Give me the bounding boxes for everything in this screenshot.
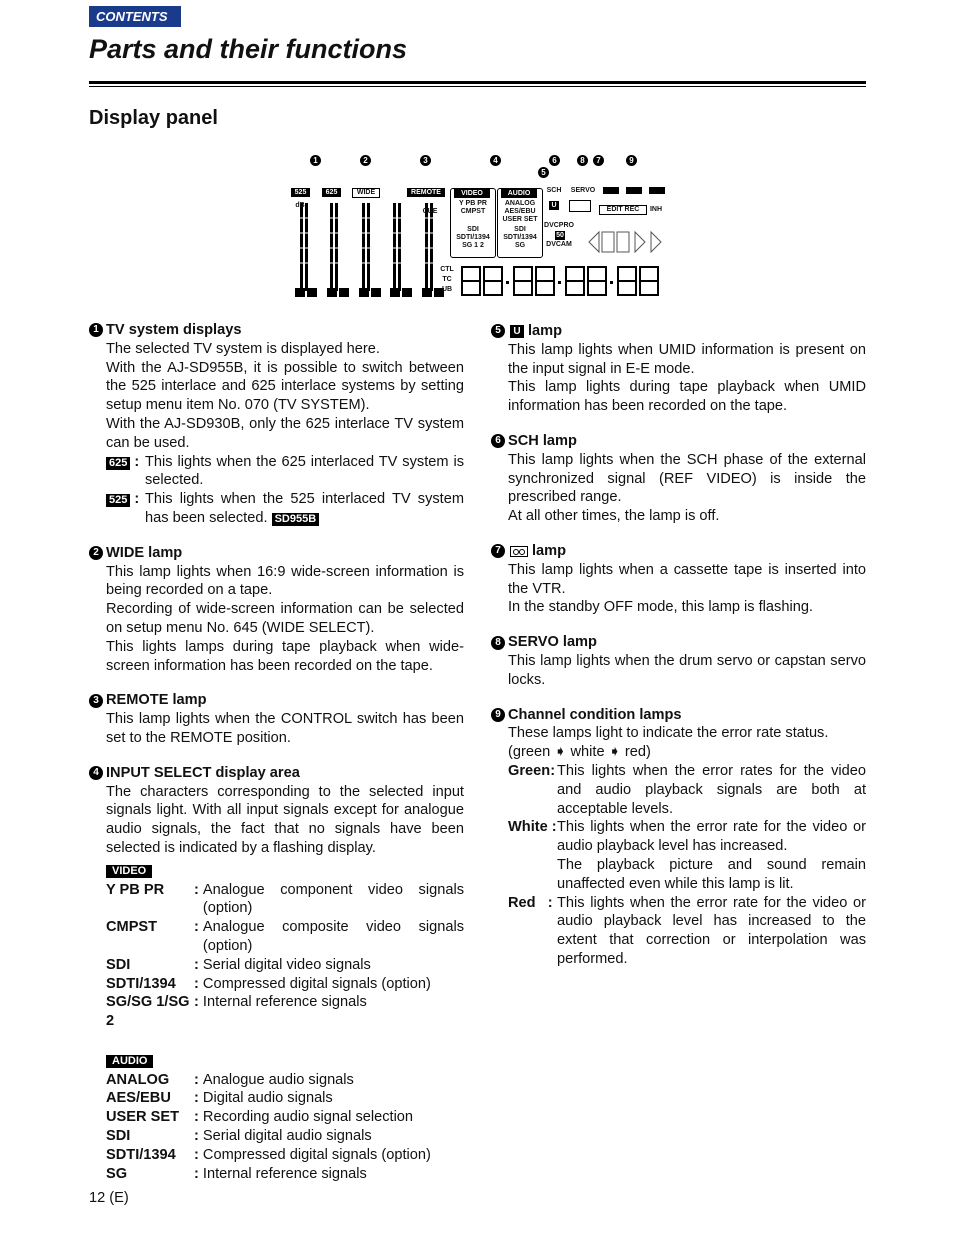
u-lamp: U bbox=[549, 201, 559, 210]
number-badge: 2 bbox=[89, 546, 103, 560]
term: CMPST bbox=[106, 919, 158, 936]
video-tag: VIDEO bbox=[106, 865, 152, 878]
video-item: CMPST bbox=[460, 208, 486, 215]
list-item: CMPST : Analogue composite video signals (option) bbox=[106, 919, 464, 954]
page-title: Parts and their functions bbox=[89, 34, 408, 64]
timecode-segment-display bbox=[460, 265, 665, 297]
dvcam-label: DVCAM bbox=[546, 241, 572, 248]
cue-label: CUE bbox=[422, 208, 438, 215]
ctl-label: CTL bbox=[440, 266, 454, 273]
term: AES/EBU bbox=[106, 1090, 171, 1107]
term: SDI bbox=[106, 956, 131, 973]
audio-tag: AUDIO bbox=[106, 1055, 153, 1068]
list-item: SG/SG 1/SG 2 : Internal reference signals bbox=[106, 993, 464, 1031]
definition-text: Serial digital audio signals bbox=[202, 1128, 372, 1145]
definition-text: Compressed digital signals (option) bbox=[202, 1146, 431, 1163]
colon: : bbox=[134, 453, 140, 470]
right-column bbox=[491, 322, 866, 969]
callout-4: 4 bbox=[490, 155, 501, 166]
db-label: dB bbox=[295, 202, 305, 209]
paragraph: At all other times, the lamp is off. bbox=[508, 508, 720, 525]
list-item: USER SET : Recording audio signal selection bbox=[106, 1108, 464, 1127]
paragraph: (green ➧ white ➧ red) bbox=[508, 744, 651, 761]
paragraph: This lights lamps during tape playback when wide-screen information has been recorded on the tape. bbox=[106, 638, 464, 674]
term: SDTI/1394 bbox=[106, 975, 176, 992]
definition-text: Analogue audio signals bbox=[202, 1071, 354, 1088]
callout-2: 2 bbox=[360, 155, 371, 166]
video-item: SDTI/1394 bbox=[456, 234, 490, 241]
term: USER SET bbox=[106, 1109, 179, 1126]
definition-text: Serial digital video signals bbox=[202, 956, 371, 973]
definition-text: Recording audio signal selection bbox=[202, 1109, 414, 1126]
audio-tag: AUDIO bbox=[501, 189, 537, 198]
item-3-heading bbox=[89, 691, 464, 710]
red-definition: Red : This lights when the error rate for the video or audio playback level has increased to the extent that correction or interpolation was performed. bbox=[508, 894, 866, 967]
term: Green bbox=[508, 762, 551, 779]
callout-6: 6 bbox=[549, 155, 560, 166]
tag-525: 525 bbox=[106, 494, 130, 507]
ub-label: UB bbox=[441, 286, 453, 293]
term: SG/SG 1/SG 2 bbox=[106, 994, 190, 1030]
paragraph: With the AJ-SD955B, it is possible to switch between the 525 interlace and 625 interlace systems by setting setup menu item No. 070 (TV SYSTEM). bbox=[106, 359, 464, 414]
video-item: Y PB PR bbox=[459, 200, 487, 207]
tag-625: 625 bbox=[106, 457, 130, 470]
list-item: Y PB PR : Analogue component video signals (option) bbox=[106, 881, 464, 917]
cassette-icon bbox=[510, 546, 528, 557]
u-lamp-icon: U bbox=[510, 325, 524, 338]
callout-7: 7 bbox=[593, 155, 604, 166]
number-badge: 8 bbox=[491, 636, 505, 650]
number-badge: 1 bbox=[89, 323, 103, 337]
term: SG bbox=[106, 1165, 128, 1182]
audio-item: SG bbox=[514, 242, 526, 249]
callout-1: 1 bbox=[310, 155, 321, 166]
white-definition: White : This lights when the error rate for the video or audio playback level has increased. The playback picture and sound remain unaffected even while this lamp is lit. bbox=[508, 819, 866, 892]
item-7-heading bbox=[491, 542, 866, 561]
edit-rec-label: EDIT REC bbox=[599, 205, 647, 215]
number-badge: 4 bbox=[89, 766, 103, 780]
definition-text-525: This lights when the 525 interlaced TV system has been selected. bbox=[145, 491, 464, 526]
callout-5: 5 bbox=[538, 167, 549, 178]
term: SDTI/1394 bbox=[106, 1146, 176, 1163]
green-definition: Green: This lights when the error rates for the video and audio playback signals are both at acceptable levels. bbox=[508, 762, 866, 817]
item-9-heading bbox=[491, 706, 866, 725]
definition-text: Analogue component video signals (option) bbox=[202, 881, 464, 917]
tc-label: TC bbox=[442, 276, 452, 283]
audio-item: ANALOG bbox=[504, 200, 536, 207]
paragraph: In the standby OFF mode, this lamp is flashing. bbox=[508, 599, 813, 616]
paragraph: This lamp lights when 16:9 wide-screen information is being recorded on a tape. bbox=[106, 563, 464, 599]
item-title: INPUT SELECT display area bbox=[106, 764, 300, 781]
definition-525 bbox=[106, 490, 464, 528]
list-item: SG : Internal reference signals bbox=[106, 1165, 464, 1184]
contents-link[interactable]: CONTENTS bbox=[89, 6, 181, 27]
list-item: SDTI/1394 : Compressed digital signals (option) bbox=[106, 1146, 464, 1165]
lamp-525: 525 bbox=[291, 188, 310, 197]
audio-item: SDI bbox=[514, 226, 526, 233]
channel-lamp bbox=[626, 187, 642, 194]
item-5-heading bbox=[491, 322, 866, 341]
number-badge: 6 bbox=[491, 434, 505, 448]
term: SDI bbox=[106, 1128, 131, 1145]
item-8-heading bbox=[491, 633, 866, 652]
callout-3: 3 bbox=[420, 155, 431, 166]
definition-text: Internal reference signals bbox=[202, 994, 367, 1011]
transport-arrows bbox=[585, 228, 665, 256]
lamp-625: 625 bbox=[322, 188, 341, 197]
lamp-wide: WIDE bbox=[352, 188, 380, 198]
item-4-heading bbox=[89, 764, 464, 783]
item-title: TV system displays bbox=[106, 322, 242, 338]
item-title: SCH lamp bbox=[508, 432, 577, 449]
term: Red bbox=[508, 894, 536, 911]
paragraph: Recording of wide-screen information can be selected on setup menu No. 645 (WIDE SELECT). bbox=[106, 601, 464, 636]
definition-text: This lights when the error rates for the video and audio playback signals are both at acceptable levels. bbox=[557, 762, 866, 817]
definition-text: This lights when the 625 interlaced TV system is selected. bbox=[145, 453, 464, 489]
term: White bbox=[508, 819, 548, 836]
number-badge: 3 bbox=[89, 694, 103, 708]
list-item: ANALOG : Analogue audio signals bbox=[106, 1071, 464, 1090]
definition-text: Digital audio signals bbox=[202, 1090, 333, 1107]
page-number: 12 (E) bbox=[89, 1190, 129, 1206]
item-title: REMOTE lamp bbox=[106, 692, 207, 709]
sch-label: SCH bbox=[546, 187, 562, 194]
audio-item: USER SET bbox=[502, 216, 538, 223]
video-item: SG 1 2 bbox=[462, 242, 484, 249]
definition-text: This lights when the error rate for the video or audio playback level has increased to the extent that correction or interpolation was performed. bbox=[557, 894, 866, 967]
dvcpro-label: DVCPRO bbox=[544, 222, 574, 229]
inh-label: INH bbox=[649, 206, 663, 213]
section-title: Display panel bbox=[89, 107, 218, 129]
video-signal-list bbox=[89, 881, 464, 1031]
video-select-box bbox=[450, 188, 496, 258]
audio-item: SDTI/1394 bbox=[503, 234, 537, 241]
list-item: SDI : Serial digital audio signals bbox=[106, 1127, 464, 1146]
paragraph: The selected TV system is displayed here. bbox=[106, 340, 380, 357]
title-rule bbox=[89, 81, 866, 84]
paragraph: The characters corresponding to the selected input signals light. With all input signals except for analogue audio signals, the fact that no signals have been selected is indicated by a flashing display. bbox=[106, 783, 464, 856]
channel-lamp bbox=[603, 187, 619, 194]
colon: : bbox=[134, 491, 140, 508]
list-item: SDTI/1394 : Compressed digital signals (option) bbox=[106, 975, 464, 994]
number-badge: 7 bbox=[491, 544, 505, 558]
item-6-heading bbox=[491, 432, 866, 451]
paragraph: This lamp lights during tape playback when UMID information has been recorded on the tape. bbox=[508, 379, 866, 415]
audio-item: AES/EBU bbox=[504, 208, 536, 215]
definition-625 bbox=[106, 453, 464, 491]
callout-9: 9 bbox=[626, 155, 637, 166]
list-item: AES/EBU : Digital audio signals bbox=[106, 1089, 464, 1108]
paragraph: This lamp lights when the CONTROL switch has been set to the REMOTE position. bbox=[106, 711, 464, 746]
item-title: lamp bbox=[532, 542, 567, 559]
video-tag: VIDEO bbox=[454, 189, 490, 198]
model-tag: SD955B bbox=[272, 513, 320, 526]
item-title: lamp bbox=[528, 323, 563, 339]
item-title: Channel condition lamps bbox=[508, 706, 682, 723]
audio-select-box bbox=[497, 188, 543, 258]
definition-text: The playback picture and sound remain unaffected even while this lamp is lit. bbox=[557, 856, 866, 892]
left-column bbox=[89, 321, 464, 1183]
item-title: WIDE lamp bbox=[106, 544, 183, 561]
lamp-remote: REMOTE bbox=[407, 188, 445, 197]
servo-label: SERVO bbox=[570, 187, 596, 194]
fifty-label: 50 bbox=[556, 232, 564, 239]
term: Y PB PR bbox=[106, 881, 165, 898]
title-rule-thin bbox=[89, 86, 866, 87]
definition-text: Compressed digital signals (option) bbox=[202, 975, 431, 992]
channel-lamp bbox=[649, 187, 665, 194]
paragraph: This lamp lights when a cassette tape is inserted into the VTR. bbox=[508, 561, 866, 597]
definition-text bbox=[145, 490, 464, 528]
paragraph: This lamp lights when UMID information is present on the input signal in E-E mode. bbox=[508, 341, 866, 377]
number-badge: 9 bbox=[491, 708, 505, 722]
definition-text: This lights when the error rate for the video or audio playback level has increased. bbox=[557, 819, 866, 855]
item-1-heading bbox=[89, 321, 464, 340]
video-item: SDI bbox=[467, 226, 479, 233]
tape-icon bbox=[569, 200, 591, 212]
audio-signal-list bbox=[89, 1071, 464, 1184]
number-badge: 5 bbox=[491, 324, 505, 338]
paragraph: These lamps light to indicate the error rate status. bbox=[508, 725, 829, 742]
item-title: SERVO lamp bbox=[508, 634, 597, 651]
paragraph: With the AJ-SD930B, only the 625 interlace TV system can be used. bbox=[106, 415, 464, 451]
definition-text: Analogue composite video signals (option) bbox=[202, 919, 464, 954]
term: ANALOG bbox=[106, 1071, 170, 1088]
callout-8: 8 bbox=[577, 155, 588, 166]
list-item: SDI : Serial digital video signals bbox=[106, 956, 464, 975]
definition-text: Internal reference signals bbox=[202, 1165, 367, 1182]
display-panel-diagram bbox=[285, 150, 670, 302]
paragraph: This lamp lights when the drum servo or capstan servo locks. bbox=[508, 652, 866, 688]
item-2-heading bbox=[89, 544, 464, 563]
paragraph: This lamp lights when the SCH phase of the external synchronized signal (REF VIDEO) is inside the prescribed range. bbox=[508, 451, 866, 506]
